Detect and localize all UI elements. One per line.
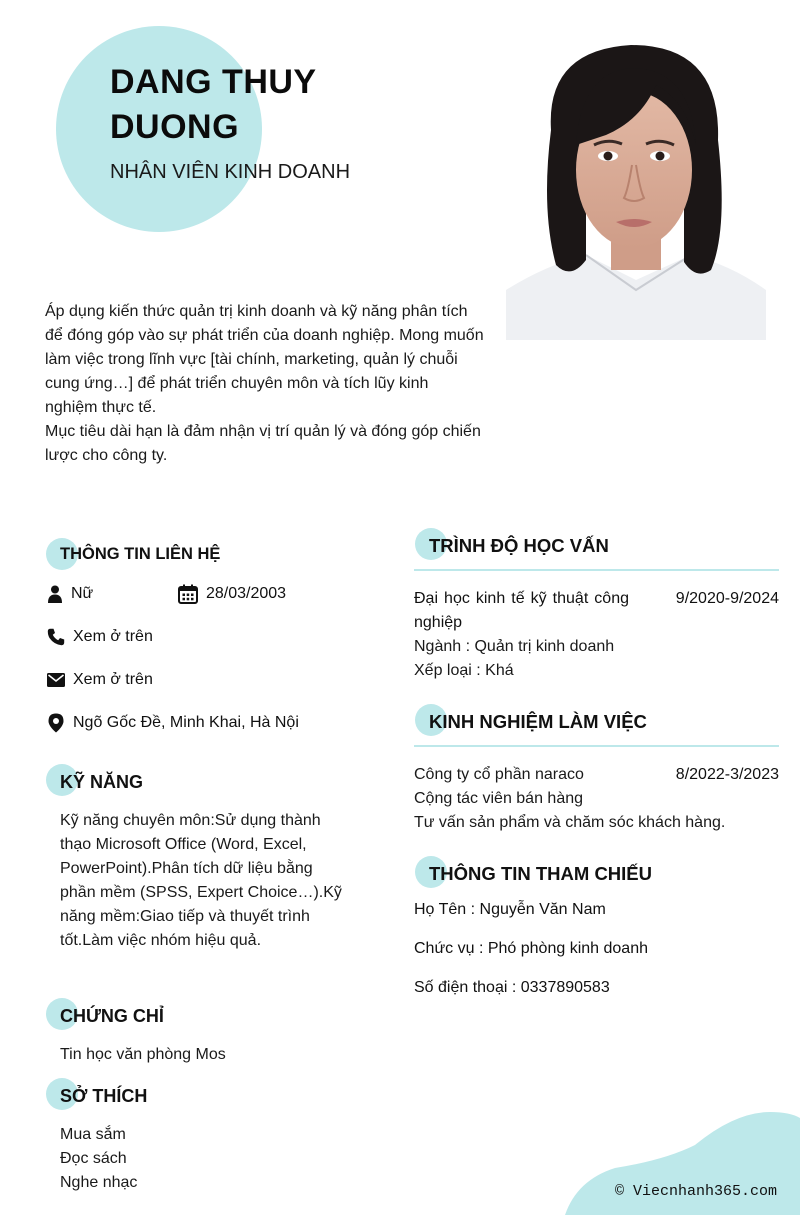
list-item: Nghe nhạc — [60, 1174, 138, 1191]
experience-company: Công ty cổ phần naraco — [414, 766, 584, 783]
section-divider — [414, 745, 779, 747]
objective-paragraph: Áp dụng kiến thức quản trị kinh doanh và kỹ năng phân tích để đóng góp vào sự phát triển của doanh nghiệp. Mong muốn làm việc trong lĩnh vực [tài chính, marketing, quản lý chuỗi cung ứng…] để phát triển chuyên môn và tích lũy kinh nghiệm thực tế. — [45, 303, 484, 416]
footer-watermark: © Viecnhanh365.com — [615, 1183, 778, 1200]
location-icon — [47, 713, 65, 733]
list-item: Đọc sách — [60, 1150, 127, 1167]
address-row — [47, 712, 299, 734]
person-icon — [47, 585, 63, 603]
mail-icon — [47, 672, 65, 688]
education-grade: Xếp loại : Khá — [414, 662, 514, 679]
contact-section-title: THÔNG TIN LIÊN HỆ — [60, 545, 221, 563]
email-value: Xem ở trên — [73, 671, 153, 688]
objective-paragraph: Mục tiêu dài hạn là đảm nhận vị trí quản lý và đóng góp chiến lược cho công ty. — [45, 423, 481, 464]
reference-section-title: THÔNG TIN THAM CHIẾU — [429, 863, 653, 884]
phone-icon — [47, 628, 65, 646]
reference-position: Chức vụ : Phó phòng kinh doanh — [414, 940, 648, 957]
candidate-name: DANG THUY DUONG — [110, 63, 316, 146]
hobbies-section-title: SỞ THÍCH — [60, 1086, 148, 1106]
address-value: Ngõ Gốc Đề, Minh Khai, Hà Nội — [73, 714, 299, 731]
job-title: NHÂN VIÊN KINH DOANH — [110, 161, 351, 183]
gender-value: Nữ — [71, 585, 94, 602]
certificates-section-title: CHỨNG CHỈ — [60, 1006, 164, 1026]
email-row — [47, 669, 153, 691]
reference-phone: Số điện thoại : 0337890583 — [414, 979, 610, 996]
experience-position: Cộng tác viên bán hàng — [414, 790, 584, 807]
experience-details — [414, 787, 779, 835]
experience-section-title: KINH NGHIỆM LÀM VIỆC — [429, 711, 647, 732]
experience-description: Tư vấn sản phẩm và chăm sóc khách hàng. — [414, 814, 726, 831]
phone-value: Xem ở trên — [73, 628, 153, 645]
education-school: Đại học kinh tế kỹ thuật công nghiệp — [414, 590, 629, 631]
hobbies-list — [60, 1123, 360, 1195]
section-divider — [414, 569, 779, 571]
education-major: Ngành : Quản trị kinh doanh — [414, 638, 615, 655]
list-item: Mua sắm — [60, 1126, 126, 1143]
education-section-title: TRÌNH ĐỘ HỌC VẤN — [429, 535, 609, 556]
certificates-list — [60, 1043, 360, 1067]
education-period: 9/2020-9/2024 — [675, 590, 779, 607]
phone-row — [47, 626, 153, 648]
calendar-icon — [178, 584, 198, 604]
education-details — [414, 635, 779, 683]
reference-name: Họ Tên : Nguyễn Văn Nam — [414, 901, 606, 918]
skills-section-title: KỸ NĂNG — [60, 772, 144, 792]
list-item: Tin học văn phòng Mos — [60, 1046, 226, 1063]
birthday-value: 28/03/2003 — [206, 585, 287, 602]
gender-row — [47, 583, 93, 605]
birthday-row — [178, 583, 286, 605]
career-objective — [45, 300, 485, 468]
skills-text: Kỹ năng chuyên môn:Sử dụng thành thạo Microsoft Office (Word, Excel, PowerPoint).Phân tích dữ liệu bằng phần mềm (SPSS, Expert Choice…).Kỹ năng mềm:Giao tiếp và thuyết trình tốt.Làm việc nhóm hiệu quả. — [60, 812, 342, 949]
experience-period: 8/2022-3/2023 — [675, 766, 779, 783]
profile-photo — [506, 40, 766, 340]
